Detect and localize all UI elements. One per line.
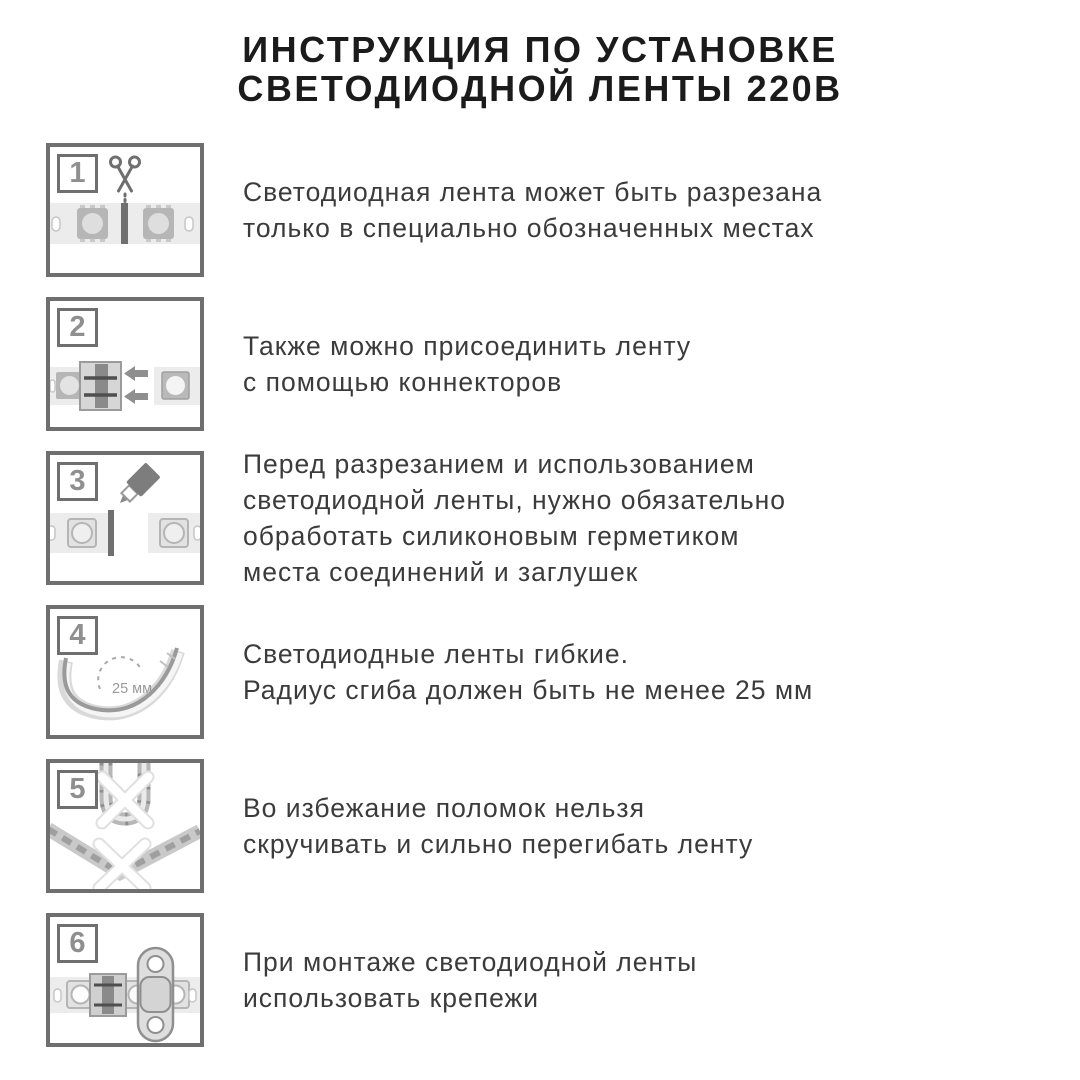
step-5-text xyxy=(243,790,753,862)
step-row-6 xyxy=(46,913,1080,1047)
step-text-line: Светодиодные ленты гибкие. xyxy=(243,639,629,669)
step-text-line: обработать силиконовым герметиком xyxy=(243,521,740,551)
step-number-badge: 1 xyxy=(57,154,98,193)
step-text-line: только в специально обозначенных местах xyxy=(243,213,815,243)
step-2-figure xyxy=(46,297,204,431)
sealed-end-mark xyxy=(108,510,114,556)
step-number-badge: 5 xyxy=(57,770,98,809)
step-1-figure xyxy=(46,143,204,277)
cut-mark xyxy=(121,203,128,244)
step-1-text xyxy=(243,174,822,246)
led-chip xyxy=(56,372,83,399)
step-text-line: Светодиодная лента может быть разрезана xyxy=(243,177,823,207)
step-number-badge: 6 xyxy=(57,924,98,963)
resistor-pad xyxy=(52,217,60,231)
step-number-badge: 3 xyxy=(57,462,98,501)
led-chip xyxy=(68,519,96,547)
step-text-line: При монтаже светодиодной ленты xyxy=(243,947,698,977)
page-title-line2: СВЕТОДИОДНОЙ ЛЕНТЫ 220В xyxy=(237,68,843,109)
step-row-1 xyxy=(46,143,1080,277)
step-text-line: светодиодной ленты, нужно обязательно xyxy=(243,485,787,515)
step-2-text xyxy=(243,328,691,400)
resistor-pad xyxy=(185,217,193,231)
mounting-clip xyxy=(138,948,173,1041)
step-6-text xyxy=(243,944,697,1016)
led-chip xyxy=(162,372,189,399)
connector-block xyxy=(90,974,126,1016)
step-text-line: использовать крепежи xyxy=(243,983,540,1013)
step-row-2 xyxy=(46,297,1080,431)
step-text-line: скручивать и сильно перегибать ленту xyxy=(243,829,754,859)
steps-list xyxy=(46,143,1080,1067)
scissors-icon xyxy=(111,157,140,202)
arrow-left-icon xyxy=(124,389,148,404)
step-number-badge: 2 xyxy=(57,308,98,347)
led-chip xyxy=(143,205,174,242)
arrow-left-icon xyxy=(124,366,148,381)
step-row-5 xyxy=(46,759,1080,893)
radius-label: 25 мм xyxy=(112,681,153,697)
step-text-line: Радиус сгиба должен быть не менее 25 мм xyxy=(243,675,814,705)
step-row-4 xyxy=(46,605,1080,739)
step-row-3 xyxy=(46,451,1080,585)
step-text-line: Также можно присоединить ленту xyxy=(243,331,692,361)
led-chip xyxy=(160,519,188,547)
connector-block xyxy=(80,362,121,410)
sealant-tube-icon xyxy=(113,462,161,510)
step-text-line: с помощью коннекторов xyxy=(243,367,563,397)
step-text-line: Во избежание поломок нельзя xyxy=(243,793,645,823)
step-4-figure xyxy=(46,605,204,739)
step-4-text xyxy=(243,636,813,708)
page-title xyxy=(0,0,1080,108)
step-5-figure xyxy=(46,759,204,893)
step-text-line: места соединений и заглушек xyxy=(243,557,639,587)
step-text-line: Перед разрезанием и использованием xyxy=(243,449,755,479)
step-3-figure xyxy=(46,451,204,585)
step-3-text xyxy=(243,446,786,590)
step-6-figure xyxy=(46,913,204,1047)
page-title-line1: ИНСТРУКЦИЯ ПО УСТАНОВКЕ xyxy=(242,29,838,70)
led-chip xyxy=(77,205,108,242)
step-number-badge: 4 xyxy=(57,616,98,655)
